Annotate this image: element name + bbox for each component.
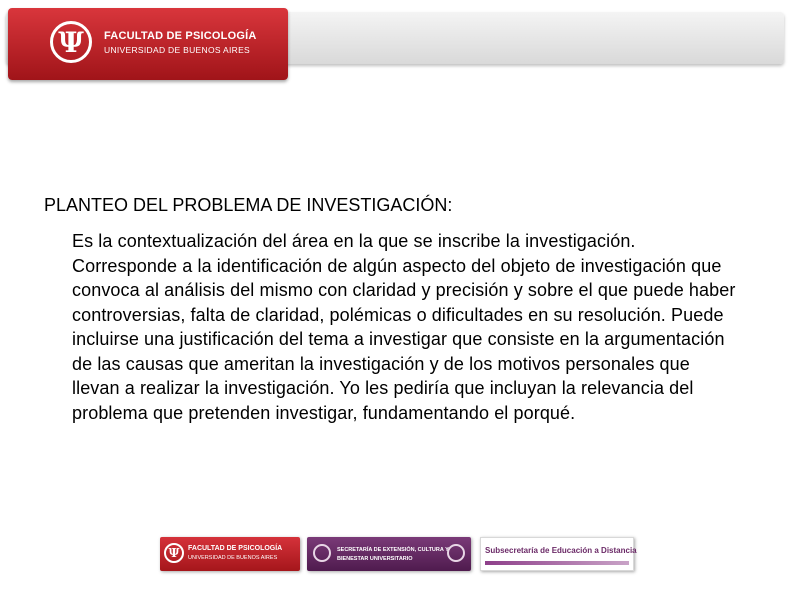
secretaria-line2: BIENESTAR UNIVERSITARIO: [337, 556, 413, 562]
secretaria-left-seal-icon: [313, 544, 331, 562]
footer-subsecretaria-logo: [480, 537, 637, 571]
footer-faculty-name: FACULTAD DE PSICOLOGÍA: [188, 545, 283, 552]
footer-university-name: UNIVERSIDAD DE BUENOS AIRES: [188, 555, 278, 561]
faculty-logo-banner: [8, 8, 288, 80]
footer-faculty-logo: [160, 537, 300, 571]
subsecretaria-underline: [485, 561, 629, 565]
slide-title: PLANTEO DEL PROBLEMA DE INVESTIGACIÓN:: [44, 195, 453, 215]
faculty-logo-text: [104, 30, 257, 55]
footer-secretaria-logo: [307, 537, 471, 571]
faculty-name: FACULTAD DE PSICOLOGÍA: [104, 30, 257, 42]
psi-logo-icon: Ψ: [50, 21, 92, 63]
header-banner: [6, 8, 784, 80]
footer-psi-icon: Ψ: [164, 543, 184, 563]
subsecretaria-name: Subsecretaría de Educación a Distancia: [485, 546, 637, 555]
secretaria-line1: SECRETARÍA DE EXTENSIÓN, CULTURA Y: [337, 547, 449, 553]
slide-body-text: Es la contextualización del área en la que se inscribe la investigación. Corresponde a la identificación de algún aspecto del objeto de investigación que convoca al análisis del mismo con claridad y precisión y sobre el que puede haber controversias, falta de claridad, polémicas o dificultades en su resolución. Puede incluirse una justificación del tema a investigar que consiste en la argumentación de las causas que ameritan la investigación y de los motivos personales que llevan a realizar la investigación. Yo les pediría que incluyan la relevancia del problema que pretenden investigar, fundamentando el porqué.: [72, 231, 736, 423]
secretaria-right-seal-icon: [447, 544, 465, 562]
university-name: UNIVERSIDAD DE BUENOS AIRES: [104, 45, 251, 55]
